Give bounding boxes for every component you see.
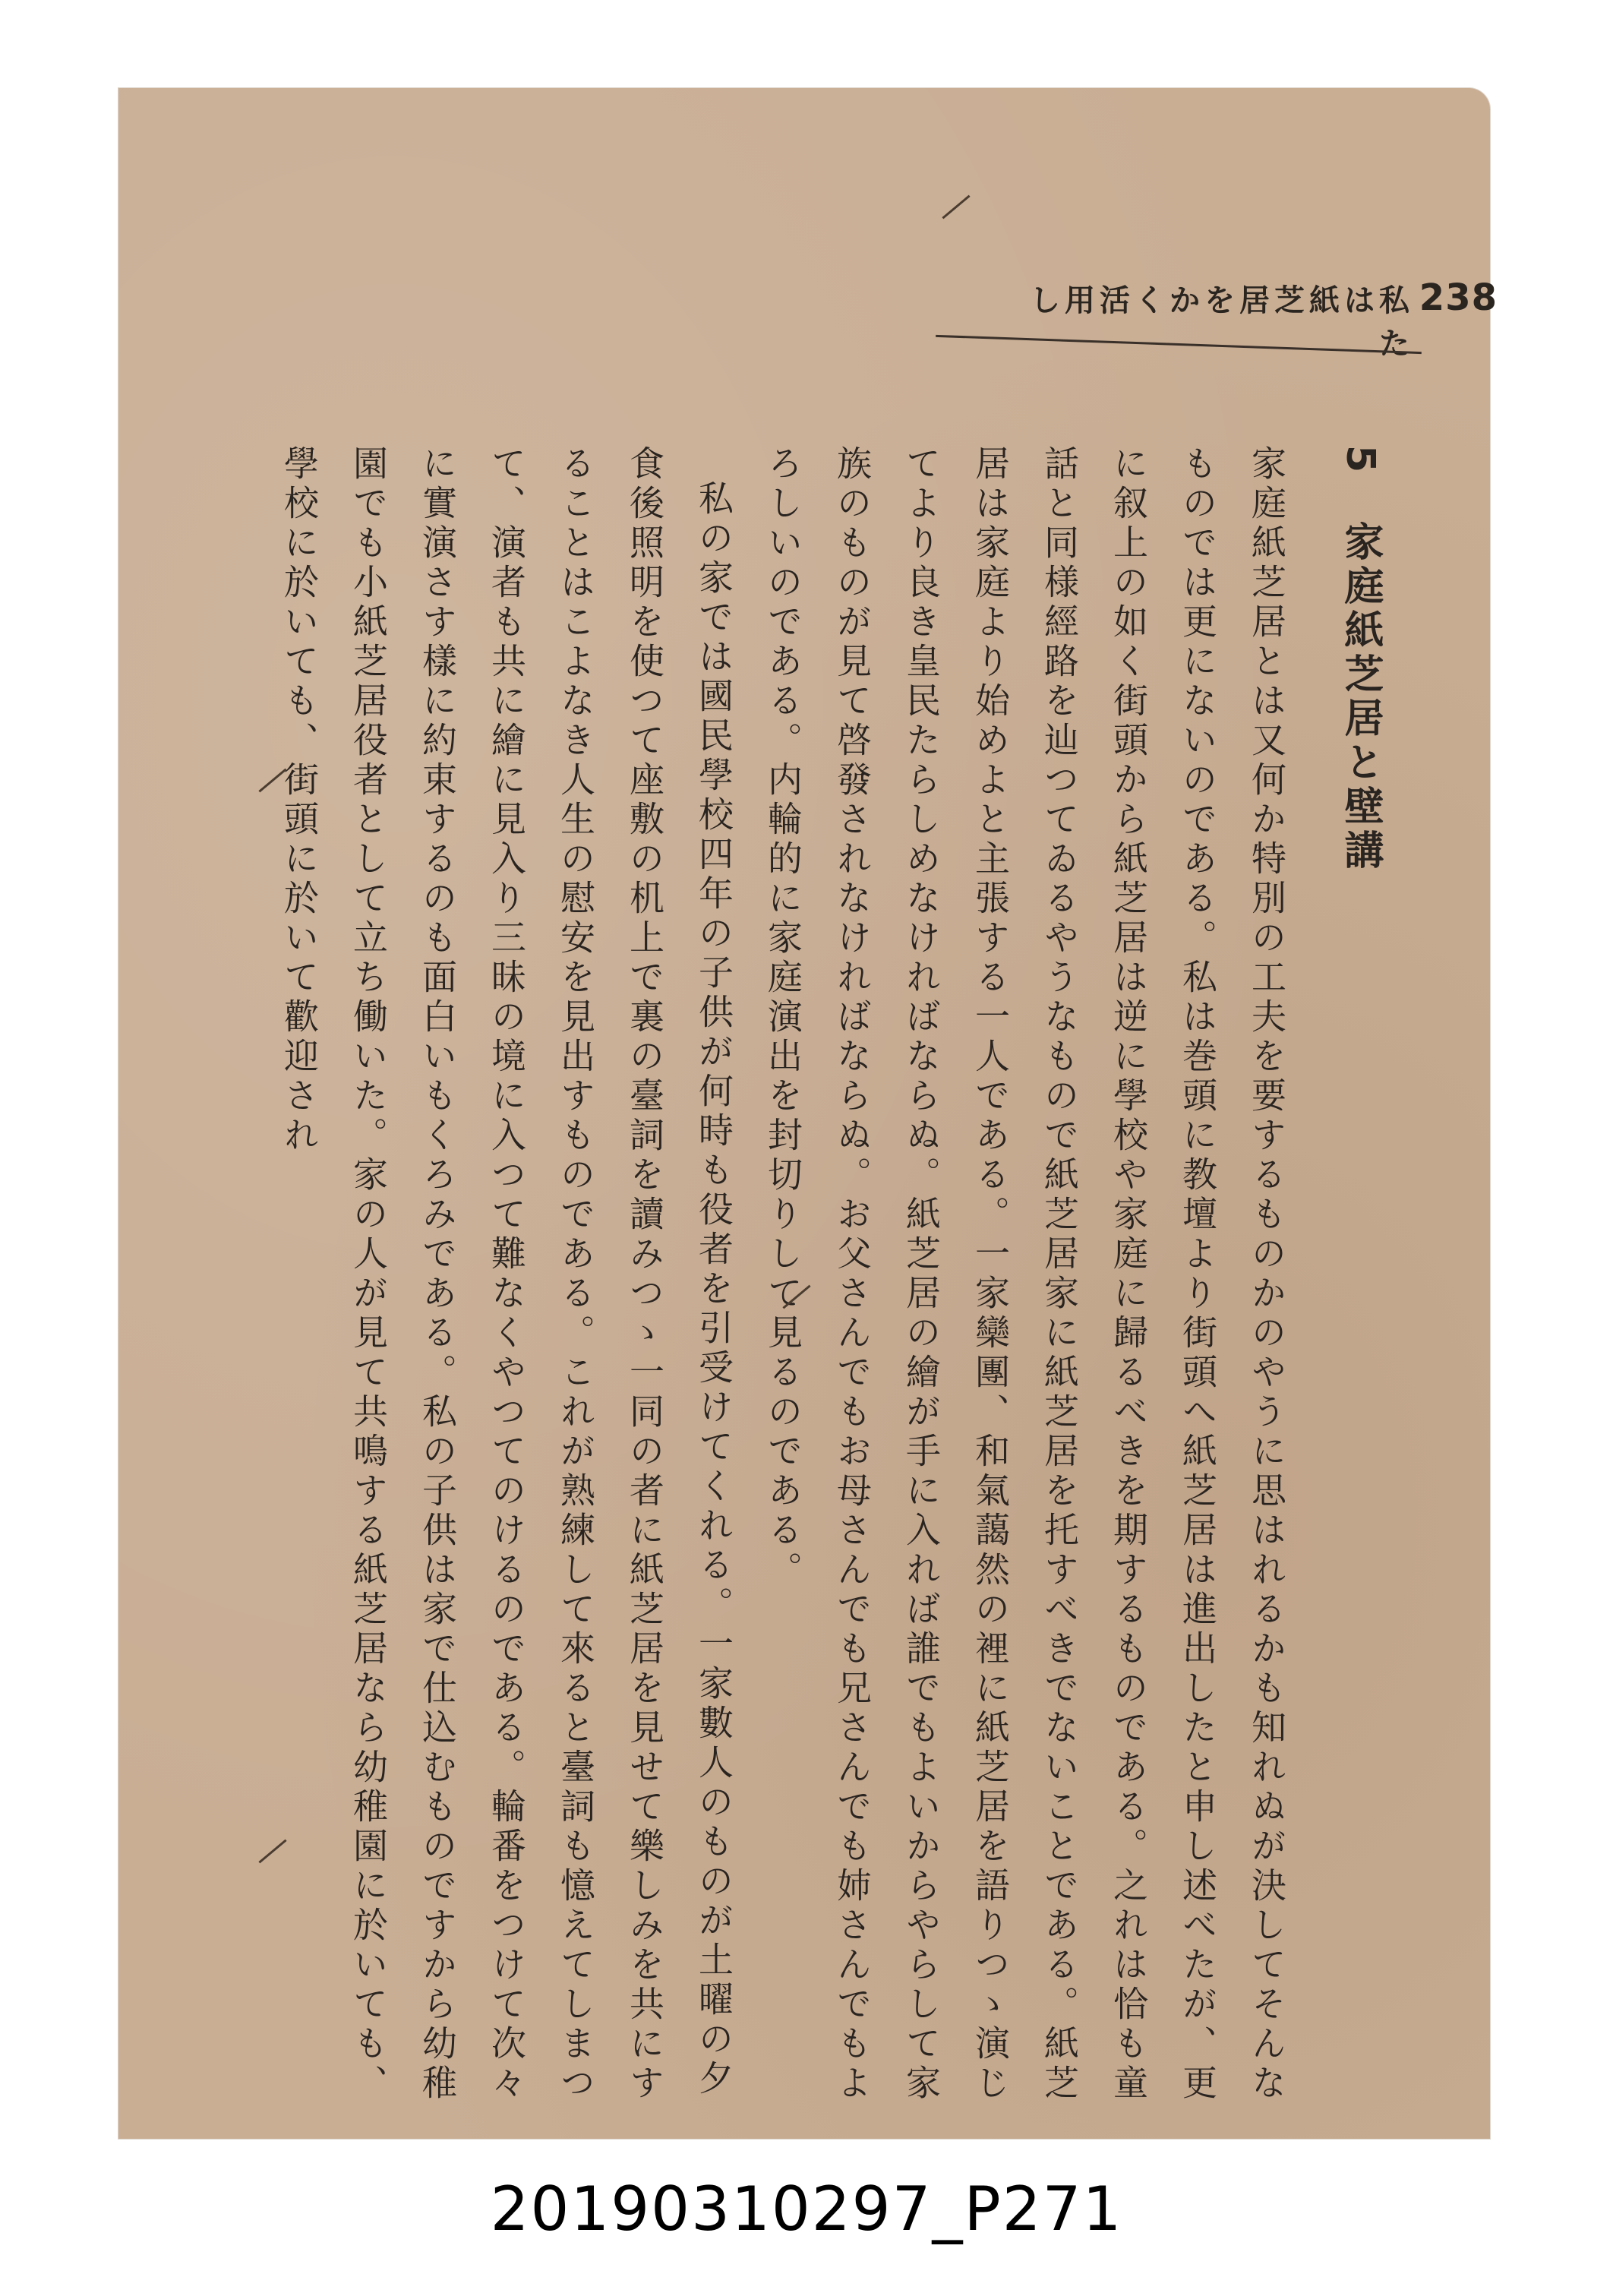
scanned-page: [118, 88, 1498, 2139]
pencil-mark: [942, 195, 970, 219]
running-head: 私は紙芝居をかく活用した: [1030, 283, 1414, 362]
image-caption: 20190310297_P271: [490, 2174, 1123, 2244]
paragraph-1: 家庭紙芝居とは又何か特別の工夫を要するものかのやうに思はれるかも知れぬが決してそんなものでは更にないのである。私は巻頭に教壇より街頭へ紙芝居は進出したと申し述べたが、更に叙上の如く街頭から紙芝居は逆に學校や家庭に歸るべきを期するものである。之れは恰も童話と同様經路を辿つてゐるやうなもので紙芝居家に紙芝居を托すべきでないことである。紙芝居は家庭より始めよと主張する一人である。一家欒團、和氣藹然の裡に紙芝居を語りつゝ演じてより良き皇民たらしめなければならぬ。紙芝居の繪が手に入れば誰でもよいからやらして家族のものが見て啓發されなければならぬ。お父さんでもお母さんでも兄さんでも姉さんでもよろしいのである。内輪的に家庭演出を封切りして見るのである。: [762, 445, 1287, 2104]
page-number: 238: [1419, 276, 1498, 319]
section-title: 5 家庭紙芝居と壁講: [1337, 445, 1383, 874]
body-text: [279, 445, 1394, 2108]
page-header: [974, 276, 1498, 436]
paragraph-2: 私の家では國民學校四年の子供が何時も役者を引受けてくれる。一家數人のものが土曜の夕食後照明を使つて座敷の机上で裏の臺詞を讀みつゝ一同の者に紙芝居を見せて樂しみを共にすることはこよなき人生の慰安を見出すものである。これが熟練して來ると臺詞も憶えてしまつて、演者も共に繪に見入り三昧の境に入つて難なくやつてのけるのである。輪番をつけて次々に實演さす樣に約束するのも面白いもくろみである。私の子供は家で仕込むものですから幼稚園でも小紙芝居役者として立ち働いた。家の人が見て共鳴する紙芝居なら幼稚園に於いても、學校に於いても、街頭に於いて歡迎され: [279, 445, 734, 2104]
